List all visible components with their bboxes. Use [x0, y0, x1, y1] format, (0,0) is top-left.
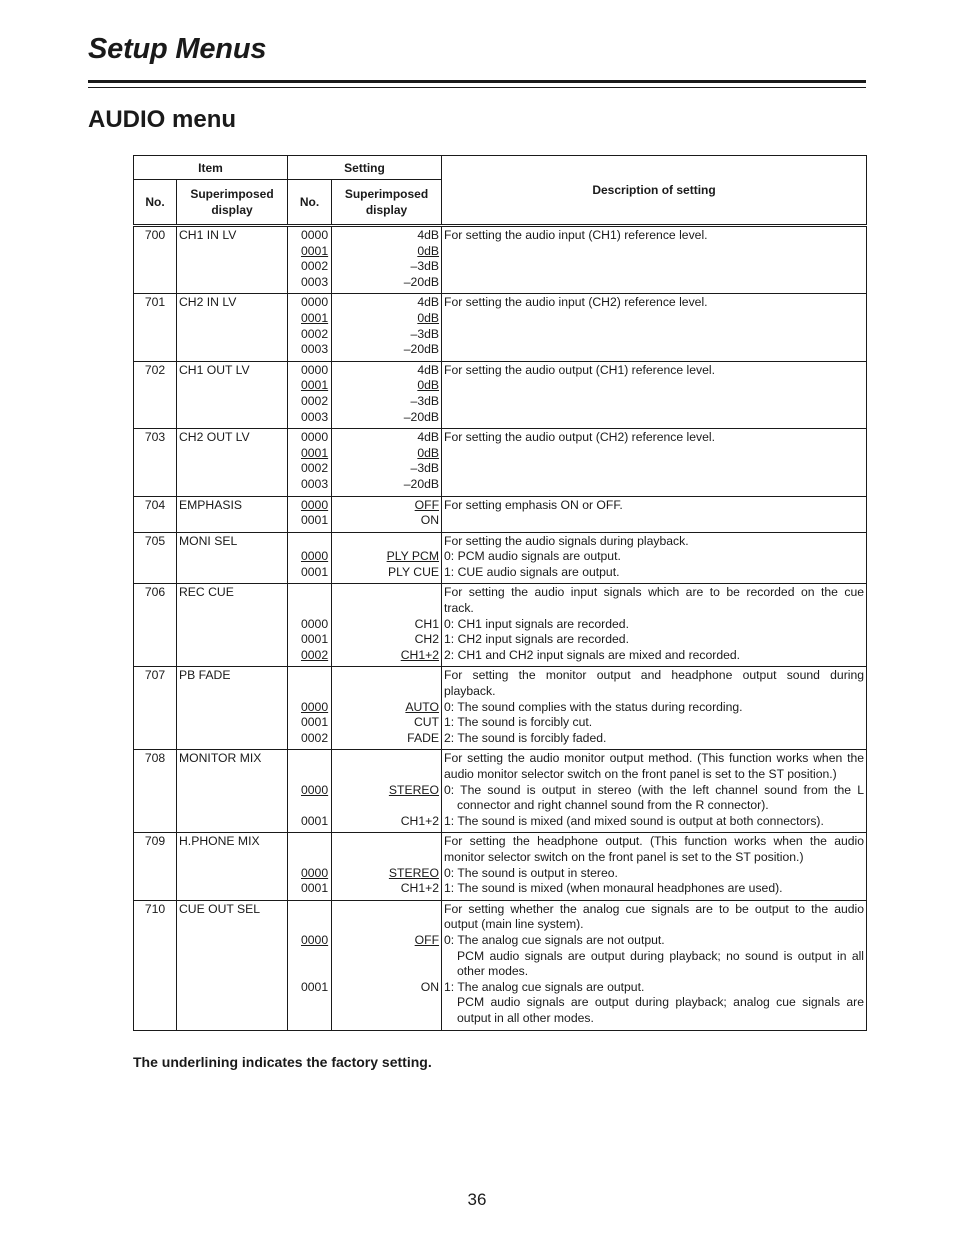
- header-item-no: No.: [134, 180, 177, 226]
- setting-code: 0003: [301, 409, 329, 424]
- row-description: [442, 833, 867, 900]
- row-item: MONITOR MIX: [177, 750, 288, 833]
- setting-display: 4dB: [417, 228, 440, 242]
- table-row: [134, 900, 867, 1030]
- table-row: [134, 750, 867, 833]
- table-row: [134, 584, 867, 667]
- row-item: EMPHASIS: [177, 496, 288, 532]
- spacer: [290, 902, 329, 918]
- setting-code: 0001: [301, 813, 329, 828]
- setting-display: –3dB: [410, 393, 440, 408]
- page-number: 36: [467, 1190, 487, 1209]
- setting-code: 0002: [301, 326, 329, 341]
- setting-codes: [288, 532, 332, 584]
- row-description: [442, 584, 867, 667]
- setting-display: –3dB: [410, 326, 440, 341]
- setting-code: 0001: [301, 445, 329, 460]
- table-row: [134, 667, 867, 750]
- row-item: H.PHONE MIX: [177, 833, 288, 900]
- description-line: 0: CH1 input signals are recorded.: [444, 616, 629, 631]
- table-row: [134, 429, 867, 496]
- setting-codes: [288, 429, 332, 496]
- description-line: For setting the audio output (CH1) reference level.: [444, 362, 715, 377]
- setting-display: –20dB: [403, 342, 440, 357]
- spacer: [290, 798, 329, 814]
- description-line: 1: The sound is forcibly cut.: [444, 715, 593, 730]
- setting-display-line: [334, 731, 439, 747]
- setting-display: ON: [420, 513, 440, 528]
- setting-display: 4dB: [417, 362, 440, 377]
- setting-display: 0dB: [417, 243, 440, 258]
- spacer: [334, 751, 439, 767]
- row-description: [442, 294, 867, 361]
- setting-codes: [288, 294, 332, 361]
- spacer: [290, 964, 329, 980]
- setting-codes: [288, 496, 332, 532]
- table-body: [134, 226, 867, 1031]
- spacer: [290, 949, 329, 965]
- description-line: playback.: [444, 684, 496, 699]
- setting-code: 0002: [301, 461, 329, 476]
- setting-code: 0003: [301, 342, 329, 357]
- description-line: For setting whether the analog cue signals are to be output to the audio: [444, 901, 865, 916]
- setting-displays: [332, 532, 442, 584]
- description-line: monitor selector switch on the front panel is set to the ST position.): [444, 849, 804, 864]
- spacer: [290, 601, 329, 617]
- setting-displays: [332, 429, 442, 496]
- spacer: [290, 850, 329, 866]
- spacer: [334, 902, 439, 918]
- setting-display-line: [334, 228, 439, 244]
- setting-display-line: [334, 617, 439, 633]
- description-line: connector and right channel sound from the R connector).: [457, 798, 769, 813]
- setting-codes: [288, 833, 332, 900]
- setting-code: 0002: [301, 393, 329, 408]
- setting-code: 0000: [301, 782, 329, 797]
- setting-display-line: [334, 244, 439, 260]
- description-line: For setting the audio input (CH1) reference level.: [444, 228, 708, 242]
- setting-code: 0003: [301, 476, 329, 491]
- spacer: [334, 534, 439, 550]
- table-row: [134, 361, 867, 428]
- setting-display: –20dB: [403, 409, 440, 424]
- description-line: track.: [444, 601, 474, 616]
- header-setting: Setting: [288, 156, 442, 180]
- header-setting-no: No.: [288, 180, 332, 226]
- section-title: AUDIO menu: [88, 106, 237, 133]
- setting-code: 0002: [301, 259, 329, 274]
- setting-code: 0000: [301, 228, 329, 242]
- setting-code: 0001: [301, 881, 329, 896]
- setting-code: 0001: [301, 632, 329, 647]
- setting-display: CH1+2: [400, 881, 440, 896]
- description-line: For setting the audio monitor output method. (This function works when the: [444, 751, 865, 766]
- spacer: [334, 798, 439, 814]
- setting-code: 0000: [301, 295, 329, 310]
- spacer: [290, 834, 329, 850]
- row-description: [442, 226, 867, 294]
- setting-codes: [288, 361, 332, 428]
- spacer: [334, 964, 439, 980]
- setting-displays: [332, 667, 442, 750]
- row-item: CH1 OUT LV: [177, 361, 288, 428]
- setting-code: 0003: [301, 274, 329, 289]
- setting-codes: [288, 750, 332, 833]
- spacer: [334, 684, 439, 700]
- title-rule-thin: [88, 87, 866, 88]
- description-line: 0: The sound is output in stereo.: [444, 865, 618, 880]
- spacer: [290, 917, 329, 933]
- description-line: PCM audio signals are output during playback; no sound is output in all: [457, 948, 865, 963]
- spacer: [334, 767, 439, 783]
- setting-display: 4dB: [417, 430, 440, 445]
- setting-displays: [332, 750, 442, 833]
- setting-display-line: [334, 513, 439, 529]
- setting-code: 0000: [301, 932, 329, 947]
- row-description: [442, 429, 867, 496]
- setting-display: CH2: [414, 632, 440, 647]
- setting-display: FADE: [407, 730, 440, 745]
- setting-display-line: [334, 632, 439, 648]
- setting-display-line: [334, 275, 439, 291]
- setting-display-line: [334, 715, 439, 731]
- description-line: For setting the audio output (CH2) reference level.: [444, 430, 715, 445]
- setting-code: 0000: [301, 430, 329, 445]
- description-line: 0: The sound complies with the status during recording.: [444, 699, 743, 714]
- description-line: 1: CUE audio signals are output.: [444, 564, 620, 579]
- table-row: [134, 496, 867, 532]
- spacer: [290, 585, 329, 601]
- setting-display-line: [334, 430, 439, 446]
- setting-display: 0dB: [417, 445, 440, 460]
- table-row: [134, 833, 867, 900]
- spacer: [334, 917, 439, 933]
- setting-display: –20dB: [403, 274, 440, 289]
- setting-display-line: [334, 327, 439, 343]
- setting-code: 0001: [301, 979, 329, 994]
- setting-display: ON: [420, 979, 440, 994]
- setting-displays: [332, 294, 442, 361]
- row-description: [442, 496, 867, 532]
- setting-display-line: [334, 461, 439, 477]
- spacer: [334, 850, 439, 866]
- setting-code: 0002: [301, 730, 329, 745]
- setting-displays: [332, 496, 442, 532]
- setting-display-line: [334, 342, 439, 358]
- setting-codes: [288, 667, 332, 750]
- setting-display-line: [334, 549, 439, 565]
- setting-displays: [332, 900, 442, 1030]
- setting-code: 0000: [301, 699, 329, 714]
- description-line: audio monitor selector switch on the front panel is set to the ST position.): [444, 767, 837, 781]
- header-setting-superimposed: Superimposed display: [332, 180, 442, 226]
- setting-display: CH1: [414, 616, 440, 631]
- setting-code: 0000: [301, 865, 329, 880]
- row-item: MONI SEL: [177, 532, 288, 584]
- setting-display: OFF: [414, 497, 440, 512]
- page-title: Setup Menus: [88, 33, 267, 65]
- footnote: The underlining indicates the factory setting.: [133, 1054, 432, 1070]
- setting-display: STEREO: [388, 782, 440, 797]
- setting-code: 0001: [301, 564, 329, 579]
- description-line: 0: The sound is output in stereo (with the left channel sound from the L: [444, 782, 865, 797]
- row-number: 709: [134, 833, 177, 900]
- table-row: [134, 532, 867, 584]
- setting-display-line: [334, 700, 439, 716]
- setting-display: STEREO: [388, 865, 440, 880]
- setting-code: 0000: [301, 497, 329, 512]
- spacer: [334, 585, 439, 601]
- row-number: 700: [134, 226, 177, 294]
- description-line: 1: The sound is mixed (when monaural headphones are used).: [444, 881, 783, 896]
- row-number: 701: [134, 294, 177, 361]
- setting-display: 0dB: [417, 378, 440, 393]
- setting-display: 0dB: [417, 310, 440, 325]
- row-number: 702: [134, 361, 177, 428]
- setting-display-line: [334, 814, 439, 830]
- setting-display-line: [334, 311, 439, 327]
- row-description: [442, 532, 867, 584]
- description-line: For setting the audio input (CH2) reference level.: [444, 295, 708, 310]
- audio-menu-table: [133, 155, 867, 1031]
- setting-display-line: [334, 933, 439, 949]
- description-line: For setting the audio signals during playback.: [444, 533, 689, 548]
- setting-display-line: [334, 783, 439, 799]
- title-rule-thick: [88, 80, 866, 83]
- setting-display: CUT: [413, 715, 440, 730]
- setting-display-line: [334, 498, 439, 514]
- spacer: [334, 601, 439, 617]
- setting-codes: [288, 226, 332, 294]
- setting-displays: [332, 361, 442, 428]
- spacer: [334, 834, 439, 850]
- description-line: PCM audio signals are output during playback; analog cue signals are: [457, 995, 865, 1010]
- description-line: 1: The sound is mixed (and mixed sound is output at both connectors).: [444, 813, 824, 828]
- header-item-superimposed: Superimposed display: [177, 180, 288, 226]
- spacer: [334, 668, 439, 684]
- row-number: 708: [134, 750, 177, 833]
- row-number: 703: [134, 429, 177, 496]
- setting-display: AUTO: [405, 699, 440, 714]
- description-line: 0: PCM audio signals are output.: [444, 549, 621, 564]
- setting-code: 0001: [301, 243, 329, 258]
- setting-display: PLY CUE: [387, 564, 440, 579]
- row-number: 710: [134, 900, 177, 1030]
- setting-displays: [332, 584, 442, 667]
- setting-display-line: [334, 363, 439, 379]
- spacer: [290, 751, 329, 767]
- setting-codes: [288, 900, 332, 1030]
- setting-displays: [332, 833, 442, 900]
- setting-display-line: [334, 295, 439, 311]
- row-item: PB FADE: [177, 667, 288, 750]
- row-number: 706: [134, 584, 177, 667]
- table-row: [134, 226, 867, 294]
- row-description: [442, 750, 867, 833]
- row-description: [442, 361, 867, 428]
- setting-display-line: [334, 394, 439, 410]
- setting-display: –3dB: [410, 461, 440, 476]
- setting-display: –3dB: [410, 259, 440, 274]
- row-description: [442, 900, 867, 1030]
- spacer: [290, 767, 329, 783]
- description-line: 2: The sound is forcibly faded.: [444, 730, 607, 745]
- setting-display-line: [334, 378, 439, 394]
- setting-display: OFF: [414, 932, 440, 947]
- description-line: 0: The analog cue signals are not output.: [444, 932, 665, 947]
- setting-code: 0001: [301, 513, 329, 528]
- description-line: 1: The analog cue signals are output.: [444, 979, 645, 994]
- row-description: [442, 667, 867, 750]
- setting-display-line: [334, 866, 439, 882]
- table-row: [134, 294, 867, 361]
- spacer: [290, 684, 329, 700]
- setting-display-line: [334, 565, 439, 581]
- setting-display-line: [334, 410, 439, 426]
- setting-code: 0001: [301, 310, 329, 325]
- spacer: [290, 534, 329, 550]
- setting-codes: [288, 584, 332, 667]
- setting-code: 0000: [301, 549, 329, 564]
- description-line: 1: CH2 input signals are recorded.: [444, 632, 629, 647]
- spacer: [334, 949, 439, 965]
- setting-display-line: [334, 980, 439, 996]
- setting-code: 0001: [301, 715, 329, 730]
- setting-display: CH1+2: [400, 647, 440, 662]
- setting-code: 0002: [301, 647, 329, 662]
- row-number: 705: [134, 532, 177, 584]
- setting-display-line: [334, 259, 439, 275]
- setting-code: 0000: [301, 362, 329, 377]
- description-line: For setting the headphone output. (This function works when the audio: [444, 834, 865, 849]
- description-line: other modes.: [457, 964, 529, 979]
- description-line: For setting emphasis ON or OFF.: [444, 497, 623, 512]
- spacer: [290, 668, 329, 684]
- setting-display-line: [334, 446, 439, 462]
- setting-display: 4dB: [417, 295, 440, 310]
- description-line: For setting the monitor output and headphone output sound during: [444, 668, 865, 683]
- row-item: CUE OUT SEL: [177, 900, 288, 1030]
- setting-display-line: [334, 648, 439, 664]
- row-item: CH1 IN LV: [177, 226, 288, 294]
- row-item: CH2 OUT LV: [177, 429, 288, 496]
- setting-display-line: [334, 881, 439, 897]
- setting-code: 0000: [301, 616, 329, 631]
- row-item: REC CUE: [177, 584, 288, 667]
- setting-display: PLY PCM: [386, 549, 440, 564]
- row-number: 707: [134, 667, 177, 750]
- description-line: 2: CH1 and CH2 input signals are mixed and recorded.: [444, 647, 741, 662]
- setting-display-line: [334, 477, 439, 493]
- row-number: 704: [134, 496, 177, 532]
- setting-displays: [332, 226, 442, 294]
- header-item: Item: [134, 156, 288, 180]
- setting-display: –20dB: [403, 476, 440, 491]
- setting-code: 0001: [301, 378, 329, 393]
- description-line: output in all other modes.: [457, 1010, 594, 1025]
- header-description: Description of setting: [442, 156, 867, 226]
- row-item: CH2 IN LV: [177, 294, 288, 361]
- description-line: For setting the audio input signals which are to be recorded on the cue: [444, 585, 865, 600]
- description-line: output (main line system).: [444, 917, 584, 932]
- setting-display: CH1+2: [400, 813, 440, 828]
